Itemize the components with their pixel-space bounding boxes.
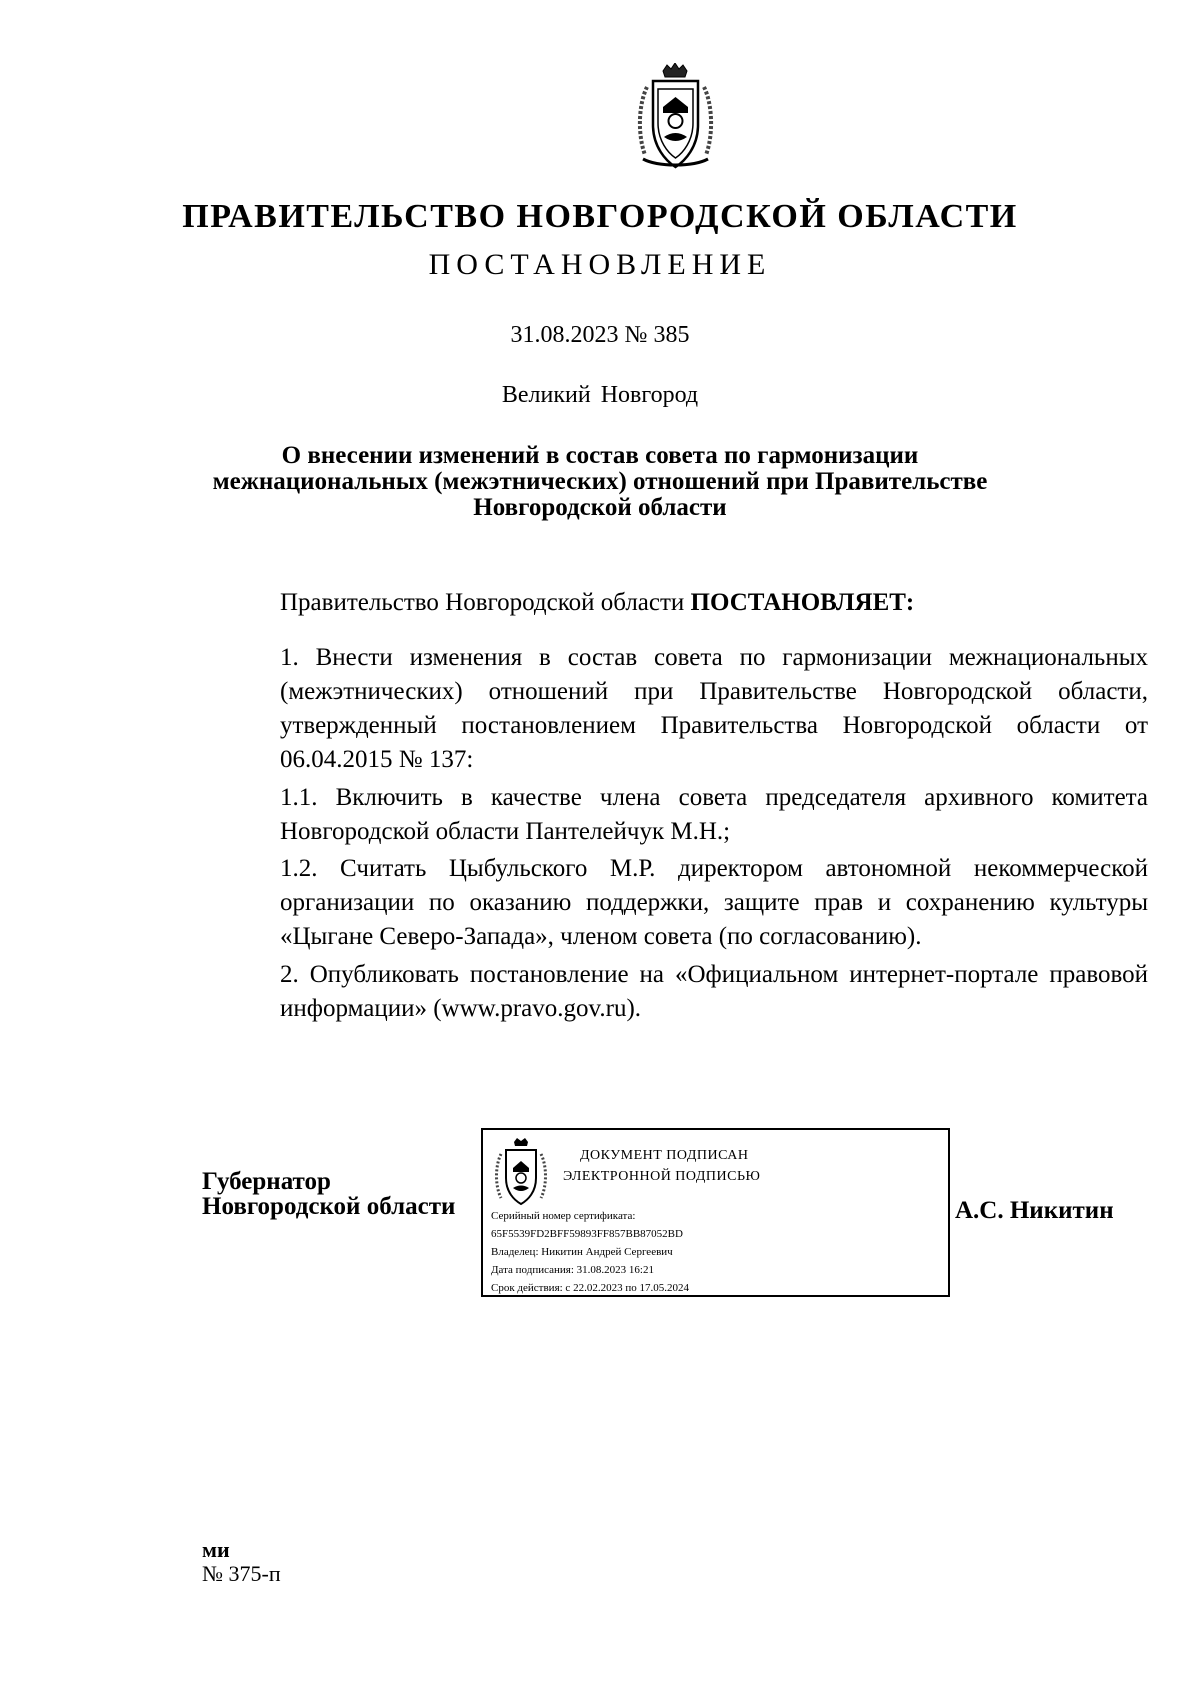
paragraph-text: 1.2. Считать Цыбульского М.Р. директором автономной некоммерческой организации по оказанию поддержки, защите прав и сохранению культуры «Цыгане Северо-Запада», членом совета (по согласованию). [280, 855, 1148, 950]
paragraph-text: 2. Опубликовать постановление на «Официальном интернет-портале правовой информации» (www.pravo.gov.ru). [280, 961, 1148, 1022]
signatory-position [202, 1169, 455, 1219]
position-line: Губернатор [202, 1168, 331, 1195]
internal-number: № 375-п [202, 1561, 281, 1586]
signatory-name: А.С. Никитин [955, 1197, 1114, 1224]
document-subject [0, 443, 1200, 521]
government-title: ПРАВИТЕЛЬСТВО НОВГОРОДСКОЙ ОБЛАСТИ [182, 198, 1018, 235]
preamble-decree-word: ПОСТАНОВЛЯЕТ: [690, 589, 915, 616]
paragraph-text: 1.1. Включить в качестве члена совета председателя архивного комитета Новгородской области Пантелейчук М.Н.; [280, 784, 1148, 845]
stamp-title: ЭЛЕКТРОННОЙ ПОДПИСЬЮ [563, 1169, 761, 1184]
paragraph-1 [202, 641, 1148, 777]
stamp-coat-of-arms-icon [493, 1138, 549, 1208]
document-type: ПОСТАНОВЛЕНИЕ [428, 248, 772, 281]
stamp-serial-label: Серийный номер сертификата: [491, 1210, 636, 1222]
position-line: Новгородской области [202, 1193, 456, 1220]
subject-line: межнациональных (межэтнических) отношений при Правительстве [212, 468, 988, 495]
executor-initials: ми [202, 1537, 230, 1562]
preamble-text: Правительство Новгородской области [280, 589, 691, 616]
document-date-number: 31.08.2023 № 385 [510, 322, 690, 348]
subject-line: Новгородской области [473, 494, 727, 521]
paragraph-1-1 [202, 781, 1148, 849]
stamp-signed-at: Дата подписания: 31.08.2023 16:21 [491, 1264, 654, 1276]
stamp-owner: Владелец: Никитин Андрей Сергеевич [491, 1246, 673, 1258]
stamp-title: ДОКУМЕНТ ПОДПИСАН [580, 1148, 749, 1163]
paragraph-text: 1. Внести изменения в состав совета по гармонизации межнациональных (межэтнических) отношений при Правительстве Новгородской области, утвержденный постановлением Правительства Новгородской области от 06.04.2015 № 137: [280, 644, 1148, 773]
preamble [202, 586, 1148, 620]
electronic-signature-stamp [481, 1128, 950, 1297]
document-city: Великий Новгород [501, 382, 699, 408]
stamp-validity: Срок действия: с 22.02.2023 по 17.05.2024 [491, 1282, 689, 1294]
paragraph-2 [202, 958, 1148, 1026]
paragraph-1-2 [202, 852, 1148, 954]
coat-of-arms-icon [633, 63, 718, 173]
stamp-serial: 65F5539FD2BFF59893FF857BB87052BD [491, 1228, 683, 1240]
subject-line: О внесении изменений в состав совета по гармонизации [281, 442, 919, 469]
